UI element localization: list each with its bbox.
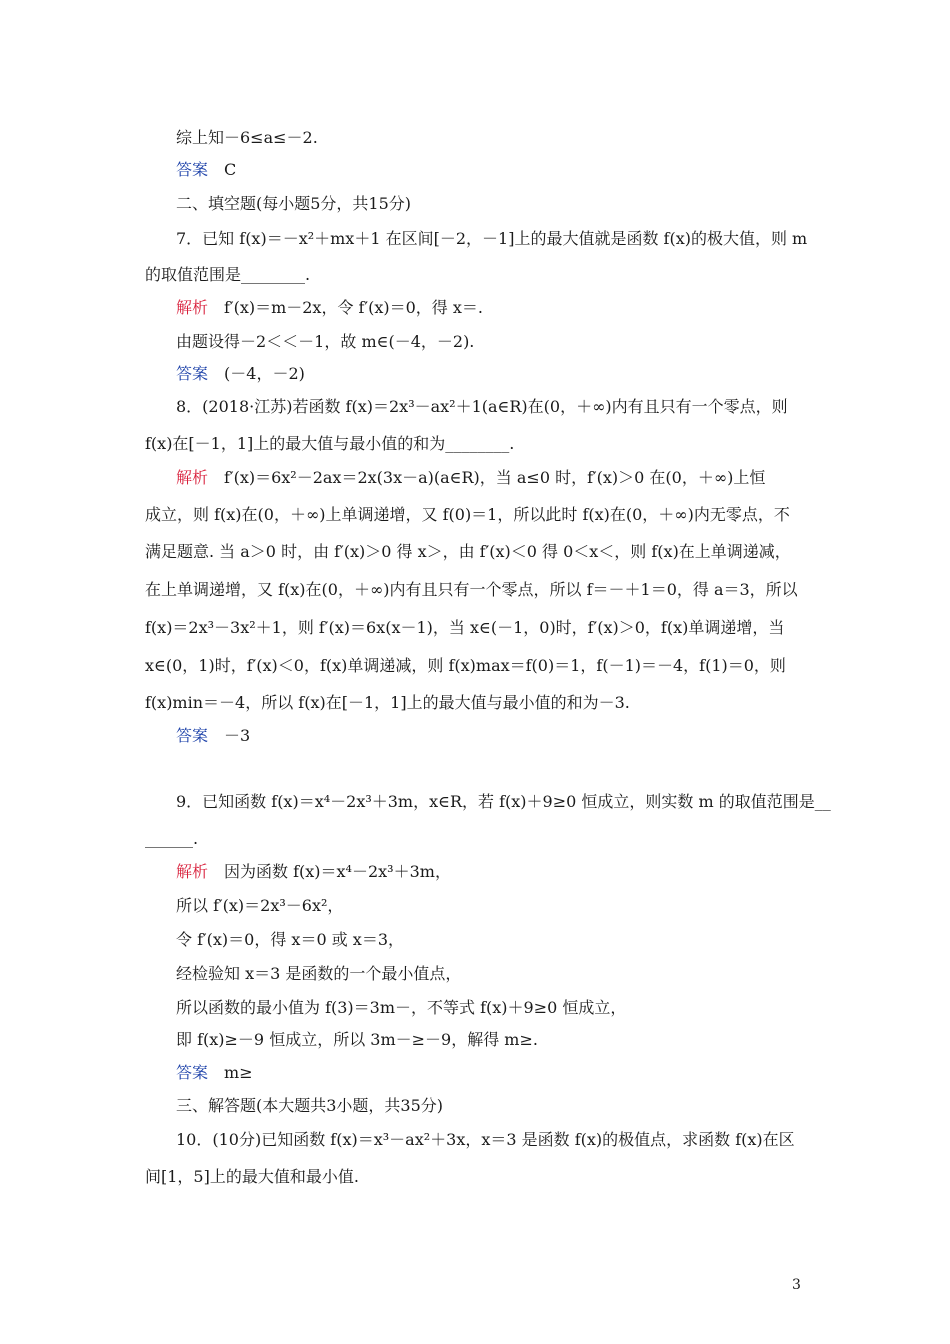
- answer-text: (－4，－2): [208, 364, 305, 383]
- analysis-label: 解析: [176, 862, 209, 881]
- text-line: ______.: [145, 829, 199, 848]
- analysis-label: 解析: [176, 298, 209, 317]
- page-number: 3: [792, 1277, 801, 1293]
- text-line: f(x)min＝－4，所以 f(x)在[－1，1]上的最大值与最小值的和为－3.: [145, 693, 630, 712]
- text-line: 即 f(x)≥－9 恒成立，所以 3m－≥－9，解得 m≥.: [176, 1030, 538, 1049]
- analysis-line: [176, 468, 765, 488]
- section-heading: 三、解答题(本大题共3小题，共35分): [176, 1096, 444, 1115]
- answer-line: [176, 160, 236, 180]
- question-9: 9．已知函数 f(x)＝x⁴－2x³＋3m，x∈R，若 f(x)＋9≥0 恒成立，则实数 m 的取值范围是__: [176, 792, 831, 811]
- text-line: 令 f′(x)＝0，得 x＝0 或 x＝3，: [176, 930, 404, 949]
- text-line: 综上知－6≤a≤－2.: [176, 128, 318, 147]
- text-line: f(x)在[－1，1]上的最大值与最小值的和为________.: [145, 434, 515, 453]
- text-line: 经检验知 x＝3 是函数的一个最小值点，: [176, 964, 462, 983]
- answer-label: 答案: [176, 1063, 209, 1082]
- analysis-text: 因为函数 f(x)＝x⁴－2x³＋3m，: [208, 862, 451, 881]
- answer-text: －3: [208, 726, 251, 745]
- answer-label: 答案: [176, 364, 209, 383]
- answer-line: [176, 364, 305, 384]
- answer-label: 答案: [176, 160, 209, 179]
- answer-text: m≥: [208, 1063, 253, 1082]
- text-line: 由题设得－2＜＜－1，故 m∈(－4，－2).: [176, 332, 475, 351]
- analysis-text: f′(x)＝6x²－2ax＝2x(3x－a)(a∈R)，当 a≤0 时，f′(x)＞0 在(0，＋∞)上恒: [208, 468, 766, 487]
- text-line: 所以 f′(x)＝2x³－6x²，: [176, 896, 344, 915]
- answer-line: [176, 726, 250, 746]
- analysis-text: f′(x)＝m－2x，令 f′(x)＝0，得 x＝.: [208, 298, 483, 317]
- section-heading: 二、填空题(每小题5分，共15分): [176, 194, 412, 213]
- question-10: 10．(10分)已知函数 f(x)＝x³－ax²＋3x，x＝3 是函数 f(x)的极值点，求函数 f(x)在区: [176, 1130, 795, 1149]
- text-line: 间[1，5]上的最大值和最小值.: [145, 1167, 359, 1186]
- analysis-label: 解析: [176, 468, 209, 487]
- text-line: 的取值范围是________.: [145, 265, 311, 284]
- analysis-line: [176, 862, 451, 882]
- text-line: 满足题意. 当 a＞0 时，由 f′(x)＞0 得 x＞，由 f′(x)＜0 得 0＜x＜，则 f(x)在上单调递减，: [145, 542, 791, 561]
- answer-line: [176, 1063, 253, 1083]
- analysis-line: [176, 298, 483, 318]
- text-line: f(x)＝2x³－3x²＋1，则 f′(x)＝6x(x－1)，当 x∈(－1，0)时，f′(x)＞0，f(x)单调递增，当: [145, 618, 785, 637]
- text-line: 在上单调递增，又 f(x)在(0，＋∞)内有且只有一个零点，所以 f＝－＋1＝0，得 a＝3，所以: [145, 580, 798, 599]
- text-line: x∈(0，1)时，f′(x)＜0，f(x)单调递减，则 f(x)max＝f(0)＝1，f(－1)＝－4，f(1)＝0，则: [145, 656, 786, 675]
- text-line: 成立，则 f(x)在(0，＋∞)上单调递增，又 f(0)＝1，所以此时 f(x)在(0，＋∞)内无零点，不: [145, 505, 790, 524]
- question-7: 7．已知 f(x)＝－x²＋mx＋1 在区间[－2，－1]上的最大值就是函数 f(x)的极大值，则 m: [176, 229, 808, 248]
- text-line: 所以函数的最小值为 f(3)＝3m－，不等式 f(x)＋9≥0 恒成立，: [176, 998, 627, 1017]
- question-8: 8．(2018·江苏)若函数 f(x)＝2x³－ax²＋1(a∈R)在(0，＋∞)内有且只有一个零点，则: [176, 397, 788, 416]
- answer-label: 答案: [176, 726, 209, 745]
- answer-text: C: [208, 160, 237, 179]
